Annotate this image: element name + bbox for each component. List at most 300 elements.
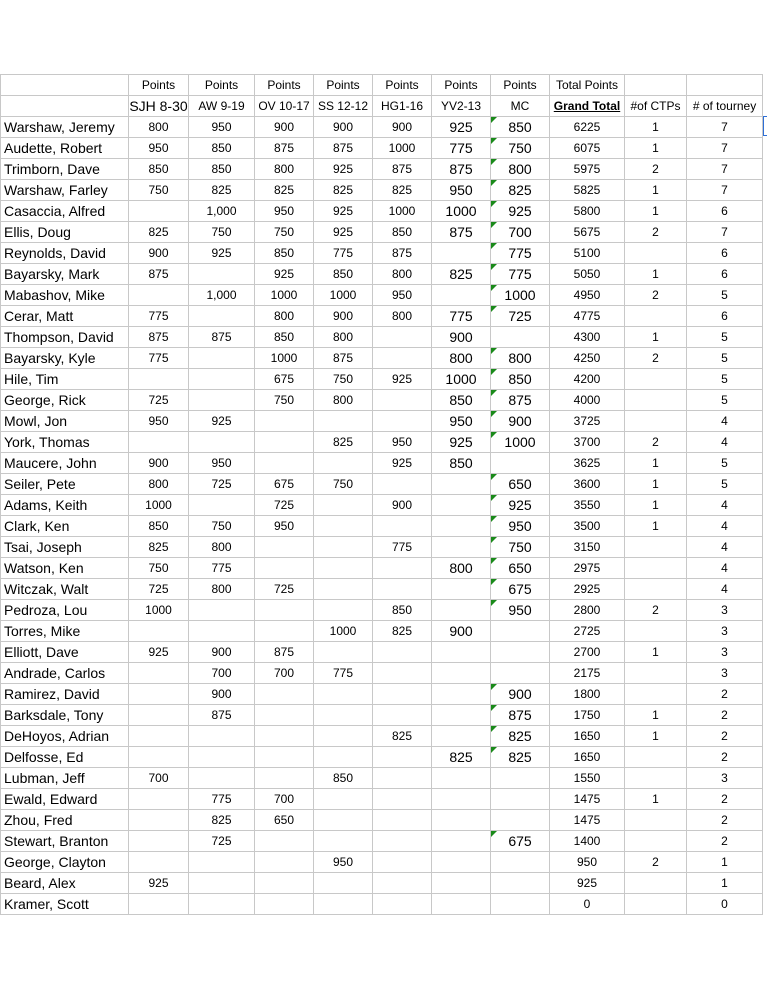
data-cell[interactable] (432, 243, 491, 264)
data-cell[interactable] (491, 705, 550, 726)
data-cell[interactable] (432, 369, 491, 390)
data-cell[interactable] (189, 306, 255, 327)
data-cell[interactable] (491, 600, 550, 621)
data-cell[interactable] (314, 369, 373, 390)
data-cell[interactable] (432, 726, 491, 747)
header-cell[interactable]: Points (129, 75, 189, 96)
data-cell[interactable] (189, 621, 255, 642)
data-cell[interactable] (550, 138, 625, 159)
data-cell[interactable] (625, 159, 687, 180)
data-cell[interactable] (687, 579, 763, 600)
data-cell[interactable] (189, 894, 255, 915)
data-cell[interactable] (491, 516, 550, 537)
data-cell[interactable] (255, 201, 314, 222)
data-cell[interactable] (687, 411, 763, 432)
data-cell[interactable] (491, 369, 550, 390)
data-cell[interactable] (314, 852, 373, 873)
data-cell[interactable] (129, 348, 189, 369)
data-cell[interactable] (687, 327, 763, 348)
data-cell[interactable] (129, 138, 189, 159)
data-cell[interactable] (687, 768, 763, 789)
data-cell[interactable] (432, 663, 491, 684)
data-cell[interactable] (687, 600, 763, 621)
data-cell[interactable] (432, 201, 491, 222)
data-cell[interactable] (129, 474, 189, 495)
data-cell[interactable] (189, 726, 255, 747)
data-cell[interactable] (255, 411, 314, 432)
data-cell[interactable] (255, 432, 314, 453)
data-cell[interactable] (129, 432, 189, 453)
data-cell[interactable] (687, 789, 763, 810)
data-cell[interactable] (687, 810, 763, 831)
data-cell[interactable] (550, 117, 625, 138)
player-name-cell[interactable] (1, 117, 129, 138)
player-name-cell[interactable] (1, 180, 129, 201)
data-cell[interactable] (625, 285, 687, 306)
data-cell[interactable] (189, 432, 255, 453)
data-cell[interactable] (373, 831, 432, 852)
data-cell[interactable] (550, 348, 625, 369)
data-cell[interactable] (625, 873, 687, 894)
data-cell[interactable] (314, 537, 373, 558)
header-cell[interactable]: Points (432, 75, 491, 96)
data-cell[interactable] (491, 432, 550, 453)
data-cell[interactable] (550, 516, 625, 537)
data-cell[interactable] (373, 621, 432, 642)
data-cell[interactable] (373, 243, 432, 264)
data-cell[interactable] (625, 516, 687, 537)
data-cell[interactable] (189, 642, 255, 663)
data-cell[interactable] (373, 642, 432, 663)
data-cell[interactable] (432, 264, 491, 285)
data-cell[interactable] (625, 747, 687, 768)
data-cell[interactable] (491, 684, 550, 705)
data-cell[interactable] (314, 474, 373, 495)
data-cell[interactable] (625, 663, 687, 684)
data-cell[interactable] (129, 264, 189, 285)
data-cell[interactable] (129, 621, 189, 642)
data-cell[interactable] (491, 747, 550, 768)
data-cell[interactable] (687, 180, 763, 201)
data-cell[interactable] (550, 579, 625, 600)
data-cell[interactable] (189, 537, 255, 558)
data-cell[interactable] (687, 390, 763, 411)
data-cell[interactable] (687, 243, 763, 264)
player-name-cell[interactable] (1, 852, 129, 873)
data-cell[interactable] (255, 789, 314, 810)
data-cell[interactable] (550, 327, 625, 348)
data-cell[interactable] (255, 894, 314, 915)
data-cell[interactable] (550, 201, 625, 222)
data-cell[interactable] (625, 180, 687, 201)
data-cell[interactable] (314, 747, 373, 768)
data-cell[interactable] (550, 474, 625, 495)
player-name-cell[interactable] (1, 369, 129, 390)
data-cell[interactable] (625, 390, 687, 411)
data-cell[interactable] (189, 579, 255, 600)
data-cell[interactable] (373, 369, 432, 390)
header-cell-ov[interactable]: OV 10-17 (255, 96, 314, 117)
data-cell[interactable] (432, 348, 491, 369)
data-cell[interactable] (687, 138, 763, 159)
data-cell[interactable] (687, 201, 763, 222)
player-name-cell[interactable] (1, 285, 129, 306)
data-cell[interactable] (432, 180, 491, 201)
data-cell[interactable] (625, 411, 687, 432)
player-name-cell[interactable] (1, 642, 129, 663)
data-cell[interactable] (129, 411, 189, 432)
data-cell[interactable] (129, 558, 189, 579)
header-cell[interactable]: Total Points (550, 75, 625, 96)
data-cell[interactable] (550, 159, 625, 180)
data-cell[interactable] (491, 873, 550, 894)
data-cell[interactable] (491, 810, 550, 831)
data-cell[interactable] (255, 453, 314, 474)
data-cell[interactable] (550, 873, 625, 894)
player-name-cell[interactable] (1, 159, 129, 180)
data-cell[interactable] (432, 411, 491, 432)
data-cell[interactable] (314, 201, 373, 222)
header-cell-ss[interactable]: SS 12-12 (314, 96, 373, 117)
data-cell[interactable] (373, 474, 432, 495)
data-cell[interactable] (255, 159, 314, 180)
data-cell[interactable] (373, 159, 432, 180)
data-cell[interactable] (625, 831, 687, 852)
data-cell[interactable] (314, 600, 373, 621)
data-cell[interactable] (314, 432, 373, 453)
data-cell[interactable] (432, 831, 491, 852)
data-cell[interactable] (373, 327, 432, 348)
data-cell[interactable] (550, 705, 625, 726)
data-cell[interactable] (687, 726, 763, 747)
data-cell[interactable] (625, 684, 687, 705)
data-cell[interactable] (491, 831, 550, 852)
header-cell[interactable] (1, 96, 129, 117)
data-cell[interactable] (550, 852, 625, 873)
data-cell[interactable] (491, 390, 550, 411)
data-cell[interactable] (255, 558, 314, 579)
data-cell[interactable] (129, 453, 189, 474)
player-name-cell[interactable] (1, 243, 129, 264)
player-name-cell[interactable] (1, 705, 129, 726)
data-cell[interactable] (255, 537, 314, 558)
data-cell[interactable] (129, 726, 189, 747)
data-cell[interactable] (129, 285, 189, 306)
data-cell[interactable] (491, 222, 550, 243)
player-name-cell[interactable] (1, 558, 129, 579)
data-cell[interactable] (491, 264, 550, 285)
data-cell[interactable] (432, 516, 491, 537)
data-cell[interactable] (189, 831, 255, 852)
header-cell[interactable] (1, 75, 129, 96)
data-cell[interactable] (550, 180, 625, 201)
data-cell[interactable] (129, 663, 189, 684)
player-name-cell[interactable] (1, 222, 129, 243)
data-cell[interactable] (314, 579, 373, 600)
data-cell[interactable] (687, 873, 763, 894)
data-cell[interactable] (255, 831, 314, 852)
data-cell[interactable] (189, 474, 255, 495)
data-cell[interactable] (550, 663, 625, 684)
data-cell[interactable] (373, 600, 432, 621)
header-cell[interactable]: Points (255, 75, 314, 96)
data-cell[interactable] (373, 873, 432, 894)
data-cell[interactable] (255, 327, 314, 348)
data-cell[interactable] (432, 600, 491, 621)
data-cell[interactable] (314, 285, 373, 306)
header-cell-grand-total[interactable]: Grand Total (550, 96, 625, 117)
data-cell[interactable] (373, 579, 432, 600)
data-cell[interactable] (189, 768, 255, 789)
data-cell[interactable] (432, 747, 491, 768)
data-cell[interactable] (625, 600, 687, 621)
data-cell[interactable] (189, 180, 255, 201)
data-cell[interactable] (432, 306, 491, 327)
data-cell[interactable] (550, 810, 625, 831)
data-cell[interactable] (687, 348, 763, 369)
player-name-cell[interactable] (1, 495, 129, 516)
data-cell[interactable] (687, 453, 763, 474)
data-cell[interactable] (255, 768, 314, 789)
data-cell[interactable] (129, 747, 189, 768)
data-cell[interactable] (189, 411, 255, 432)
data-cell[interactable] (625, 768, 687, 789)
data-cell[interactable] (373, 453, 432, 474)
data-cell[interactable] (491, 474, 550, 495)
data-cell[interactable] (625, 726, 687, 747)
data-cell[interactable] (687, 516, 763, 537)
data-cell[interactable] (255, 663, 314, 684)
data-cell[interactable] (314, 789, 373, 810)
data-cell[interactable] (625, 243, 687, 264)
data-cell[interactable] (189, 495, 255, 516)
data-cell[interactable] (491, 894, 550, 915)
data-cell[interactable] (373, 117, 432, 138)
data-cell[interactable] (491, 138, 550, 159)
data-cell[interactable] (550, 390, 625, 411)
data-cell[interactable] (432, 159, 491, 180)
data-cell[interactable] (129, 159, 189, 180)
data-cell[interactable] (432, 327, 491, 348)
data-cell[interactable] (373, 516, 432, 537)
data-cell[interactable] (129, 516, 189, 537)
data-cell[interactable] (255, 495, 314, 516)
data-cell[interactable] (687, 306, 763, 327)
data-cell[interactable] (189, 705, 255, 726)
data-cell[interactable] (550, 789, 625, 810)
data-cell[interactable] (491, 348, 550, 369)
data-cell[interactable] (491, 159, 550, 180)
header-cell[interactable]: Points (373, 75, 432, 96)
data-cell[interactable] (432, 537, 491, 558)
data-cell[interactable] (432, 474, 491, 495)
data-cell[interactable] (432, 642, 491, 663)
header-cell-hg[interactable]: HG1-16 (373, 96, 432, 117)
player-name-cell[interactable] (1, 453, 129, 474)
player-name-cell[interactable] (1, 264, 129, 285)
data-cell[interactable] (129, 117, 189, 138)
data-cell[interactable] (625, 222, 687, 243)
data-cell[interactable] (314, 411, 373, 432)
data-cell[interactable] (255, 138, 314, 159)
player-name-cell[interactable] (1, 600, 129, 621)
player-name-cell[interactable] (1, 789, 129, 810)
data-cell[interactable] (687, 705, 763, 726)
data-cell[interactable] (314, 831, 373, 852)
data-cell[interactable] (432, 285, 491, 306)
data-cell[interactable] (189, 663, 255, 684)
data-cell[interactable] (687, 831, 763, 852)
data-cell[interactable] (550, 306, 625, 327)
data-cell[interactable] (373, 222, 432, 243)
data-cell[interactable] (550, 642, 625, 663)
data-cell[interactable] (189, 222, 255, 243)
data-cell[interactable] (432, 768, 491, 789)
data-cell[interactable] (129, 537, 189, 558)
data-cell[interactable] (687, 495, 763, 516)
data-cell[interactable] (491, 642, 550, 663)
data-cell[interactable] (314, 117, 373, 138)
data-cell[interactable] (687, 264, 763, 285)
data-cell[interactable] (550, 600, 625, 621)
data-cell[interactable] (255, 747, 314, 768)
data-cell[interactable] (687, 474, 763, 495)
data-cell[interactable] (550, 768, 625, 789)
data-cell[interactable] (129, 369, 189, 390)
data-cell[interactable] (314, 243, 373, 264)
data-cell[interactable] (314, 327, 373, 348)
data-cell[interactable] (373, 432, 432, 453)
data-cell[interactable] (491, 495, 550, 516)
player-name-cell[interactable] (1, 726, 129, 747)
data-cell[interactable] (687, 621, 763, 642)
data-cell[interactable] (550, 684, 625, 705)
data-cell[interactable] (491, 537, 550, 558)
data-cell[interactable] (687, 852, 763, 873)
player-name-cell[interactable] (1, 201, 129, 222)
data-cell[interactable] (255, 285, 314, 306)
data-cell[interactable] (625, 705, 687, 726)
data-cell[interactable] (373, 390, 432, 411)
data-cell[interactable] (687, 369, 763, 390)
data-cell[interactable] (373, 306, 432, 327)
data-cell[interactable] (189, 516, 255, 537)
player-name-cell[interactable] (1, 411, 129, 432)
data-cell[interactable] (314, 684, 373, 705)
data-cell[interactable] (373, 201, 432, 222)
data-cell[interactable] (255, 369, 314, 390)
player-name-cell[interactable] (1, 579, 129, 600)
data-cell[interactable] (625, 138, 687, 159)
data-cell[interactable] (255, 810, 314, 831)
data-cell[interactable] (129, 600, 189, 621)
data-cell[interactable] (314, 516, 373, 537)
data-cell[interactable] (314, 453, 373, 474)
data-cell[interactable] (129, 306, 189, 327)
player-name-cell[interactable] (1, 138, 129, 159)
data-cell[interactable] (373, 495, 432, 516)
data-cell[interactable] (129, 789, 189, 810)
data-cell[interactable] (255, 264, 314, 285)
data-cell[interactable] (373, 411, 432, 432)
data-cell[interactable] (625, 306, 687, 327)
header-cell[interactable]: Points (189, 75, 255, 96)
data-cell[interactable] (550, 369, 625, 390)
data-cell[interactable] (189, 243, 255, 264)
player-name-cell[interactable] (1, 348, 129, 369)
data-cell[interactable] (432, 117, 491, 138)
data-cell[interactable] (255, 600, 314, 621)
data-cell[interactable] (129, 684, 189, 705)
data-cell[interactable] (491, 306, 550, 327)
data-cell[interactable] (550, 285, 625, 306)
data-cell[interactable] (491, 558, 550, 579)
data-cell[interactable] (625, 264, 687, 285)
data-cell[interactable] (129, 180, 189, 201)
data-cell[interactable] (314, 726, 373, 747)
data-cell[interactable] (625, 432, 687, 453)
data-cell[interactable] (189, 747, 255, 768)
data-cell[interactable] (373, 348, 432, 369)
data-cell[interactable] (373, 663, 432, 684)
player-name-cell[interactable] (1, 537, 129, 558)
header-cell-mc[interactable]: MC (491, 96, 550, 117)
header-cell-aw[interactable]: AW 9-19 (189, 96, 255, 117)
data-cell[interactable] (432, 810, 491, 831)
data-cell[interactable] (314, 642, 373, 663)
data-cell[interactable] (129, 642, 189, 663)
data-cell[interactable] (189, 201, 255, 222)
data-cell[interactable] (491, 285, 550, 306)
data-cell[interactable] (189, 684, 255, 705)
player-name-cell[interactable] (1, 747, 129, 768)
player-name-cell[interactable] (1, 474, 129, 495)
data-cell[interactable] (373, 789, 432, 810)
data-cell[interactable] (491, 327, 550, 348)
data-cell[interactable] (491, 663, 550, 684)
data-cell[interactable] (129, 873, 189, 894)
data-cell[interactable] (255, 726, 314, 747)
data-cell[interactable] (255, 117, 314, 138)
header-cell[interactable] (687, 75, 763, 96)
data-cell[interactable] (550, 453, 625, 474)
data-cell[interactable] (550, 411, 625, 432)
player-name-cell[interactable] (1, 432, 129, 453)
data-cell[interactable] (189, 285, 255, 306)
data-cell[interactable] (625, 852, 687, 873)
data-cell[interactable] (189, 369, 255, 390)
data-cell[interactable] (687, 894, 763, 915)
player-name-cell[interactable] (1, 810, 129, 831)
header-cell[interactable]: Points (314, 75, 373, 96)
data-cell[interactable] (129, 705, 189, 726)
data-cell[interactable] (314, 180, 373, 201)
data-cell[interactable] (314, 264, 373, 285)
header-cell[interactable] (625, 75, 687, 96)
data-cell[interactable] (491, 789, 550, 810)
data-cell[interactable] (625, 327, 687, 348)
data-cell[interactable] (314, 705, 373, 726)
data-cell[interactable] (255, 243, 314, 264)
data-cell[interactable] (687, 747, 763, 768)
data-cell[interactable] (189, 348, 255, 369)
data-cell[interactable] (189, 600, 255, 621)
data-cell[interactable] (189, 789, 255, 810)
data-cell[interactable] (550, 621, 625, 642)
player-name-cell[interactable] (1, 327, 129, 348)
player-name-cell[interactable] (1, 516, 129, 537)
data-cell[interactable] (432, 873, 491, 894)
